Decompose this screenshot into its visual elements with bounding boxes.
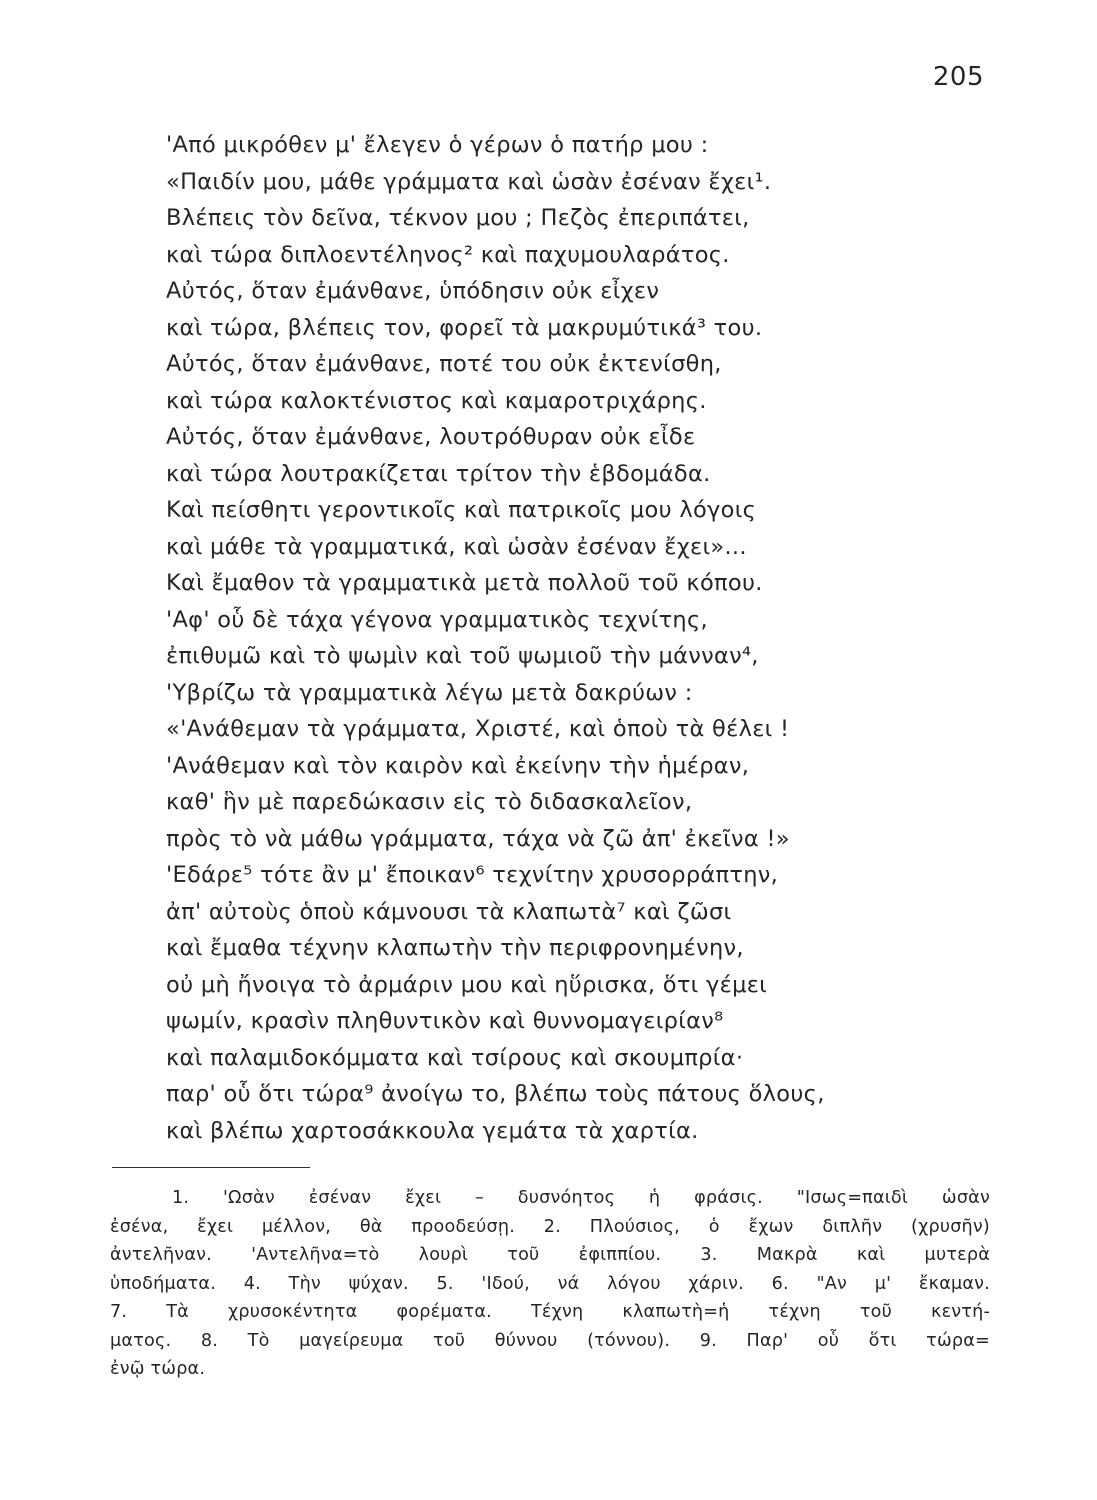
poem-line: καὶ ἔμαθα τέχνην κλαπωτὴν τὴν περιφρονημένην, bbox=[166, 935, 744, 961]
poem-line: καὶ τώρα διπλοεντέληνος² καὶ παχυμουλαράτος. bbox=[166, 241, 730, 268]
poem-line: καὶ παλαμιδοκόμματα καὶ τσίρους καὶ σκουμπρία· bbox=[166, 1044, 744, 1071]
poem-line: καὶ τώρα καλοκτένιστος καὶ καμαροτριχάρης. bbox=[166, 387, 707, 414]
poem-line: πρὸς τὸ νὰ μάθω γράμματα, τάχα νὰ ζῶ ἀπ' ἐκεῖνα !» bbox=[166, 825, 790, 852]
poem-line: καὶ τώρα, βλέπεις τον, φορεῖ τὰ μακρυμύτικά³ του. bbox=[166, 314, 763, 341]
footnote-line: 1. 'Ωσὰν ἐσέναν ἔχει – δυσνόητος ἡ φράσις. "Ισως=παιδὶ ὡσὰν bbox=[172, 1188, 990, 1208]
footnote-line: ματος. 8. Τὸ μαγείρευμα τοῦ θύννου (τόννου). 9. Παρ' οὗ ὅτι τώρα= bbox=[110, 1330, 990, 1351]
poem-line: Καὶ πείσθητι γεροντικοῖς καὶ πατρικοῖς μου λόγοις bbox=[166, 497, 757, 523]
poem-line: ἐπιθυμῶ καὶ τὸ ψωμὶν καὶ τοῦ ψωμιοῦ τὴν μάνναν⁴, bbox=[166, 643, 759, 669]
footnote-line: ἀντελῆναν. 'Αντελῆνα=τὸ λουρὶ τοῦ ἐφιππίου. 3. Μακρὰ καὶ μυτερὰ bbox=[110, 1245, 990, 1265]
footnote-line: ἐσένα, ἔχει μέλλον, θὰ προοδεύσῃ. 2. Πλούσιος, ὁ ἔχων διπλῆν (χρυσῆν) bbox=[110, 1216, 990, 1237]
poem-line: ψωμίν, κρασὶν πληθυντικὸν καὶ θυννομαγειρίαν⁸ bbox=[166, 1008, 724, 1034]
poem-line: 'Από μικρόθεν μ' ἔλεγεν ὁ γέρων ὁ πατήρ μου : bbox=[166, 132, 709, 158]
footnote-line: 7. Τὰ χρυσοκέντητα φορέματα. Τέχνη κλαπωτὴ=ἡ τέχνη τοῦ κεντή- bbox=[110, 1302, 990, 1322]
poem-line: Αὐτός, ὅταν ἐμάνθανε, λουτρόθυραν οὐκ εἶδε bbox=[166, 424, 696, 450]
poem-line: καὶ τώρα λουτρακίζεται τρίτον τὴν ἑβδομάδα. bbox=[166, 460, 711, 487]
poem-line: ἀπ' αὐτοὺς ὁποὺ κάμνουσι τὰ κλαπωτὰ⁷ καὶ ζῶσι bbox=[166, 898, 732, 925]
poem-line: Αὐτός, ὅταν ἐμάνθανε, ποτέ του οὐκ ἐκτενίσθη, bbox=[166, 351, 722, 377]
footnote-line: ἐνῷ τώρα. bbox=[110, 1359, 206, 1379]
poem-line: καθ' ἣν μὲ παρεδώκασιν εἰς τὸ διδασκαλεῖον, bbox=[166, 789, 693, 815]
poem-line: 'Υβρίζω τὰ γραμματικὰ λέγω μετὰ δακρύων : bbox=[166, 679, 693, 706]
poem-line: οὐ μὴ ἤνοιγα τὸ ἀρμάριν μου καὶ ηὕρισκα, ὅτι γέμει bbox=[166, 971, 768, 998]
footnote-line: ὑποδήματα. 4. Τὴν ψύχαν. 5. 'Ιδού, νά λόγου χάριν. 6. "Αν μ' ἔκαμαν. bbox=[110, 1273, 990, 1294]
page-number: 205 bbox=[932, 62, 984, 92]
poem-text bbox=[166, 127, 1026, 1149]
poem-line: «'Ανάθεμαν τὰ γράμματα, Χριστέ, καὶ ὁποὺ τὰ θέλει ! bbox=[166, 716, 790, 742]
poem-line: Αὐτός, ὅταν ἐμάνθανε, ὑπόδησιν οὐκ εἶχεν bbox=[166, 278, 660, 304]
footnotes bbox=[110, 1184, 990, 1384]
poem-line: 'Αφ' οὗ δὲ τάχα γέγονα γραμματικὸς τεχνίτης, bbox=[166, 606, 708, 633]
poem-line: «Παιδίν μου, μάθε γράμματα καὶ ὡσὰν ἐσέναν ἔχει¹. bbox=[166, 168, 772, 195]
poem-line: καὶ μάθε τὰ γραμματικά, καὶ ὡσὰν ἐσέναν ἔχει»... bbox=[166, 533, 747, 560]
poem-line: καὶ βλέπω χαρτοσάκκουλα γεμάτα τὰ χαρτία. bbox=[166, 1117, 699, 1144]
poem-line: Καὶ ἔμαθον τὰ γραμματικὰ μετὰ πολλοῦ τοῦ κόπου. bbox=[166, 570, 763, 596]
poem-line: Βλέπεις τὸν δεῖνα, τέκνον μου ; Πεζὸς ἐπεριπάτει, bbox=[166, 205, 750, 231]
footnote-divider bbox=[112, 1167, 310, 1168]
poem-line: 'Ανάθεμαν καὶ τὸν καιρὸν καὶ ἐκείνην τὴν ἡμέραν, bbox=[166, 752, 750, 779]
poem-line: 'Εδάρε⁵ τότε ἂν μ' ἔποικαν⁶ τεχνίτην χρυσορράπτην, bbox=[166, 862, 779, 888]
poem-line: παρ' οὗ ὅτι τώρα⁹ ἀνοίγω το, βλέπω τοὺς πάτους ὅλους, bbox=[166, 1081, 825, 1107]
